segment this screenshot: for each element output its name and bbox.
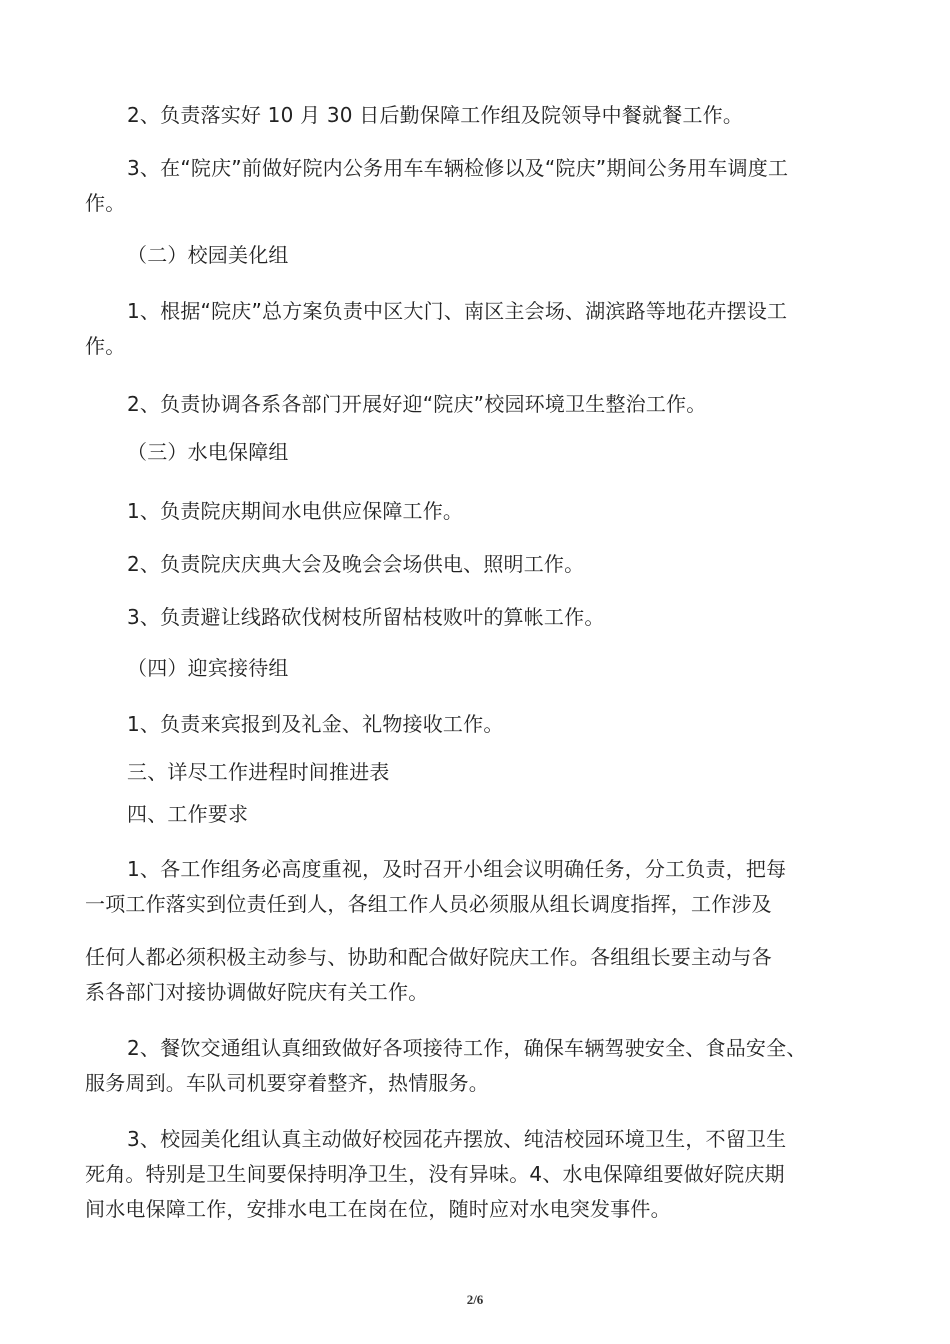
paragraph-line: 2、餐饮交通组认真细致做好各项接待工作，确保车辆驾驶安全、食品安全、: [127, 1036, 807, 1060]
paragraph-line: 任何人都必须积极主动参与、协助和配合做好院庆工作。各组组长要主动与各: [85, 945, 772, 969]
paragraph-line: 间水电保障工作，安排水电工在岗在位，随时应对水电突发事件。: [85, 1197, 671, 1221]
section-heading: 四、工作要求: [127, 802, 249, 826]
paragraph-line: 3、负责避让线路砍伐树枝所留枯枝败叶的算帐工作。: [127, 605, 605, 629]
paragraph-line: 1、负责院庆期间水电供应保障工作。: [127, 499, 464, 523]
section-heading: （四）迎宾接待组: [127, 656, 289, 680]
paragraph-line: 2、负责落实好 10 月 30 日后勤保障工作组及院领导中餐就餐工作。: [127, 103, 744, 127]
paragraph-line: 1、负责来宾报到及礼金、礼物接收工作。: [127, 712, 504, 736]
paragraph-line: 1、根据“院庆”总方案负责中区大门、南区主会场、湖滨路等地花卉摆设工: [127, 299, 788, 323]
section-heading: 三、详尽工作进程时间推进表: [127, 760, 390, 784]
paragraph-line: 系各部门对接协调做好院庆有关工作。: [85, 980, 429, 1004]
page-number: 2/6: [466, 1292, 484, 1307]
paragraph-line: 3、校园美化组认真主动做好校园花卉摆放、纯洁校园环境卫生，不留卫生: [127, 1127, 787, 1151]
paragraph-line: 1、各工作组务必高度重视，及时召开小组会议明确任务，分工负责，把每: [127, 857, 787, 881]
paragraph-line: 一项工作落实到位责任到人，各组工作人员必须服从组长调度指挥，工作涉及: [85, 892, 772, 916]
paragraph-line: 作。: [85, 191, 126, 215]
paragraph-line: 服务周到。车队司机要穿着整齐，热情服务。: [85, 1071, 489, 1095]
section-heading: （二）校园美化组: [127, 243, 289, 267]
paragraph-line: 2、负责院庆庆典大会及晚会会场供电、照明工作。: [127, 552, 585, 576]
paragraph-line: 作。: [85, 334, 126, 358]
paragraph-line: 死角。特别是卫生间要保持明净卫生，没有异味。4、水电保障组要做好院庆期: [85, 1162, 785, 1186]
paragraph-line: 2、负责协调各系各部门开展好迎“院庆”校园环境卫生整治工作。: [127, 392, 707, 416]
section-heading: （三）水电保障组: [127, 440, 289, 464]
paragraph-line: 3、在“院庆”前做好院内公务用车车辆检修以及“院庆”期间公务用车调度工: [127, 156, 789, 180]
